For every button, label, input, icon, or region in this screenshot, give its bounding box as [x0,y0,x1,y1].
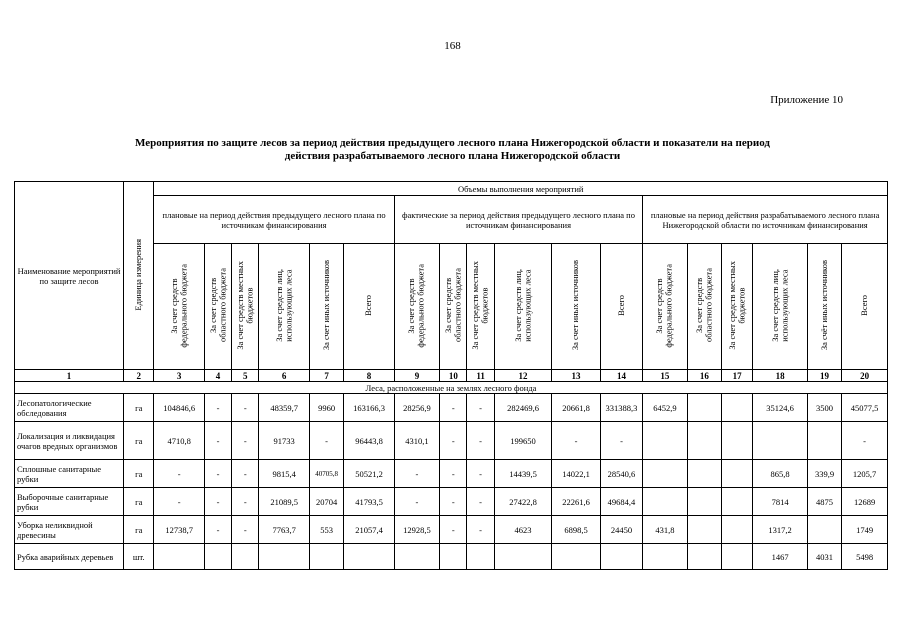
value-cell: 6452,9 [643,394,687,422]
value-cell [687,460,721,488]
section-header: Леса, расположенные на землях лесного фонда [15,382,888,394]
col-number: 3 [154,370,205,382]
value-cell [204,544,231,570]
value-cell [807,516,841,544]
subheader-persons: За счет средств лиц, использующих леса [753,244,808,370]
subheader-regional: За счет средств областного бюджета [204,244,231,370]
value-cell: 12738,7 [154,516,205,544]
value-cell [807,422,841,460]
value-cell: 35124,6 [753,394,808,422]
value-cell [721,394,752,422]
value-cell [154,544,205,570]
value-cell: 7814 [753,488,808,516]
value-cell: 9960 [309,394,343,422]
value-cell [721,460,752,488]
row-name: Лесопатологические обследования [15,394,124,422]
value-cell: 20661,8 [552,394,600,422]
col-number: 11 [467,370,494,382]
header-group-planned-new: плановые на период действия разрабатываемого лесного плана Нижегородской области по источникам финансирования [643,196,888,244]
value-cell: - [842,422,888,460]
title-line-1: Мероприятия по защите лесов за период действия предыдущего лесного плана Нижегородской области и показатели на период [135,137,770,149]
value-cell [494,544,552,570]
col-number: 12 [494,370,552,382]
col-number: 16 [687,370,721,382]
value-cell: - [440,422,467,460]
row-name: Выборочные санитарные рубки [15,488,124,516]
row-name: Уборка неликвидной древесины [15,516,124,544]
value-cell [721,488,752,516]
row-unit: га [124,460,154,488]
row-unit: шт. [124,544,154,570]
value-cell [309,544,343,570]
value-cell: 91733 [259,422,310,460]
value-cell [721,544,752,570]
value-cell [232,544,259,570]
value-cell: 50521,2 [344,460,395,488]
value-cell [259,544,310,570]
value-cell: - [204,394,231,422]
value-cell: 4031 [807,544,841,570]
value-cell: - [600,422,642,460]
row-unit: га [124,394,154,422]
value-cell: 12689 [842,488,888,516]
row-unit: га [124,422,154,460]
measures-table [14,181,888,570]
value-cell: 1205,7 [842,460,888,488]
value-cell: 553 [309,516,343,544]
col-number: 6 [259,370,310,382]
col-number: 19 [807,370,841,382]
appendix-label: Приложение 10 [770,94,843,106]
row-name: Локализация и ликвидация очагов вредных организмов [15,422,124,460]
col-number: 10 [440,370,467,382]
value-cell: 163166,3 [344,394,395,422]
value-cell: 1467 [753,544,808,570]
page-number: 168 [444,40,461,52]
value-cell [753,422,808,460]
row-name: Сплошные санитарные рубки [15,460,124,488]
col-number: 1 [15,370,124,382]
col-number: 15 [643,370,687,382]
col-number: 2 [124,370,154,382]
value-cell: - [204,422,231,460]
subheader-total: Всего [344,244,395,370]
value-cell: 27422,8 [494,488,552,516]
value-cell: 4875 [807,488,841,516]
subheader-persons: За счет средств лиц, использующих леса [259,244,310,370]
value-cell: 865,8 [753,460,808,488]
value-cell: - [440,488,467,516]
document-title [40,137,865,163]
value-cell: 282469,6 [494,394,552,422]
value-cell: 104846,6 [154,394,205,422]
row-name: Рубка аварийных деревьев [15,544,124,570]
header-group-actual-previous: фактические за период действия предыдущего лесного плана по источникам финансирования [394,196,642,244]
value-cell [600,544,642,570]
subheader-local: За счет средств местных бюджетов [232,244,259,370]
value-cell: 28256,9 [394,394,439,422]
value-cell: - [232,394,259,422]
value-cell: 24450 [600,516,642,544]
value-cell [643,488,687,516]
value-cell [467,544,494,570]
header-unit-col: Единица измерения [124,182,154,370]
value-cell: 199650 [494,422,552,460]
value-cell: 4623 [494,516,552,544]
value-cell: 9815,4 [259,460,310,488]
value-cell: - [204,516,231,544]
row-unit: га [124,516,154,544]
value-cell [721,516,752,544]
value-cell: 7763,7 [259,516,310,544]
title-line-2: действия разрабатываемого лесного плана Нижегородской области [284,150,621,162]
subheader-other: За счёт иных источников [807,244,841,370]
value-cell: - [440,516,467,544]
value-cell [394,544,439,570]
value-cell [643,544,687,570]
value-cell: - [154,488,205,516]
value-cell: 28540,6 [600,460,642,488]
table-row [15,460,888,488]
value-cell [552,544,600,570]
value-cell: 48359,7 [259,394,310,422]
value-cell: 22261,6 [552,488,600,516]
value-cell: 12928,5 [394,516,439,544]
value-cell: - [309,422,343,460]
table-row [15,544,888,570]
subheader-other: За счет иных источников [552,244,600,370]
value-cell: 1317,2 [753,516,808,544]
subheader-regional: За счет средств областного бюджета [440,244,467,370]
value-cell: 4710,8 [154,422,205,460]
value-cell: - [204,488,231,516]
value-cell: - [154,460,205,488]
value-cell [687,488,721,516]
col-number: 4 [204,370,231,382]
subheader-local: За счет средств местных бюджетов [721,244,752,370]
subheader-other: За счет иных источников [309,244,343,370]
value-cell: - [232,516,259,544]
table-row [15,422,888,460]
col-number: 17 [721,370,752,382]
col-number: 5 [232,370,259,382]
value-cell: 14439,5 [494,460,552,488]
table-row [15,488,888,516]
value-cell: - [440,394,467,422]
value-cell: 96443,8 [344,422,395,460]
value-cell: 339,9 [807,460,841,488]
subheader-total: Всего [842,244,888,370]
value-cell: - [232,460,259,488]
value-cell: - [467,488,494,516]
table-body [15,394,888,570]
value-cell [643,460,687,488]
col-number: 9 [394,370,439,382]
value-cell: 4310,1 [394,422,439,460]
subheader-regional: За счет средств областного бюджета [687,244,721,370]
value-cell: - [552,422,600,460]
value-cell: 41793,5 [344,488,395,516]
value-cell: - [394,460,439,488]
value-cell: 40705,8 [309,460,343,488]
subheader-federal: За счет средств федерального бюджета [154,244,205,370]
value-cell [687,544,721,570]
col-number: 20 [842,370,888,382]
subheader-federal: За счет средств федерального бюджета [643,244,687,370]
value-cell: 331388,3 [600,394,642,422]
value-cell: 21057,4 [344,516,395,544]
value-cell: 3500 [807,394,841,422]
value-cell: 20704 [309,488,343,516]
value-cell: - [467,516,494,544]
value-cell: 49684,4 [600,488,642,516]
col-number: 7 [309,370,343,382]
value-cell: - [394,488,439,516]
row-unit: га [124,488,154,516]
col-number: 18 [753,370,808,382]
table-row [15,516,888,544]
value-cell: - [467,460,494,488]
value-cell: 5498 [842,544,888,570]
col-number: 14 [600,370,642,382]
value-cell [721,422,752,460]
value-cell: - [232,422,259,460]
col-number: 13 [552,370,600,382]
value-cell: - [467,394,494,422]
value-cell: - [440,460,467,488]
header-name-col: Наименование мероприятий по защите лесов [15,182,124,370]
value-cell: 431,8 [643,516,687,544]
value-cell: 21089,5 [259,488,310,516]
value-cell [687,394,721,422]
value-cell: 14022,1 [552,460,600,488]
value-cell: 45077,5 [842,394,888,422]
value-cell: 1749 [842,516,888,544]
table-row [15,394,888,422]
subheader-federal: За счет средств федерального бюджета [394,244,439,370]
value-cell: 6898,5 [552,516,600,544]
subheader-local: За счет средств местных бюджетов [467,244,494,370]
value-cell: - [204,460,231,488]
value-cell [687,422,721,460]
header-volumes: Объемы выполнения мероприятий [154,182,888,196]
header-group-planned-previous: плановые на период действия предыдущего лесного плана по источникам финансирования [154,196,394,244]
value-cell [643,422,687,460]
value-cell: - [467,422,494,460]
value-cell [687,516,721,544]
value-cell [344,544,395,570]
col-number: 8 [344,370,395,382]
value-cell [440,544,467,570]
value-cell: - [232,488,259,516]
subheader-persons: За счет средств лиц, использующих леса [494,244,552,370]
subheader-total: Всего [600,244,642,370]
